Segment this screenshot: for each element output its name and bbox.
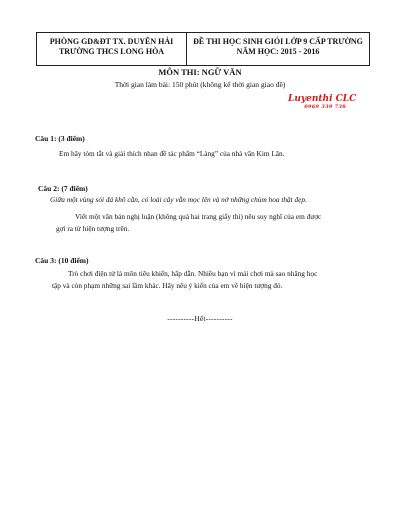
watermark-title: Luyenthi CLC bbox=[288, 94, 357, 104]
question-2-quote: Giữa một vùng sỏi đá khô cằn, có loài cây vẫn mọc lên và nở những chùm hoa thật đẹp. bbox=[50, 195, 307, 204]
question-2-text-line2: gợi ra từ hiện tượng trên. bbox=[56, 224, 130, 233]
question-3-text-line2: tập và còn phạm những sai lầm khác. Hãy nêu ý kiến của em về hiện tượng đó. bbox=[52, 281, 283, 290]
end-marker: ----------Hết---------- bbox=[167, 314, 233, 323]
header-exam-title: ĐỀ THI HỌC SINH GIỎI LỚP 9 CẤP TRƯỜNG bbox=[193, 37, 363, 46]
question-3-text-line1: Trò chơi điện tử là môn tiêu khiển, hấp dẫn. Nhiều bạn vì mải chơi mà sao nhãng học bbox=[68, 269, 318, 278]
question-2-text-line1: Viết một văn bản nghị luận (không quá hai trang giấy thi) nêu suy nghĩ của em được bbox=[75, 212, 322, 221]
header-school: TRƯỜNG THCS LONG HÒA bbox=[58, 47, 165, 56]
watermark-phone: 0969 339 738 bbox=[304, 104, 347, 110]
header-table bbox=[36, 32, 370, 66]
question-3-title: Câu 3: (10 điểm) bbox=[35, 256, 89, 265]
question-1-text: Em hãy tóm tắt và giải thích nhan đề tác phẩm “Làng” của nhà văn Kim Lân. bbox=[59, 149, 285, 158]
watermark-logo bbox=[288, 94, 356, 110]
exam-time: Thời gian làm bài: 150 phút (không kể thời gian giao đề) bbox=[114, 80, 286, 89]
exam-subject: MÔN THI: NGỮ VĂN bbox=[158, 67, 242, 77]
header-school-cell bbox=[37, 33, 187, 65]
question-1-title: Câu 1: (3 điểm) bbox=[35, 134, 85, 143]
header-department: PHÒNG GD&ĐT TX. DUYÊN HẢI bbox=[49, 37, 174, 46]
header-exam-cell bbox=[187, 33, 369, 65]
question-2-title: Câu 2: (7 điểm) bbox=[38, 184, 88, 193]
header-school-year: NĂM HỌC: 2015 - 2016 bbox=[236, 47, 320, 56]
